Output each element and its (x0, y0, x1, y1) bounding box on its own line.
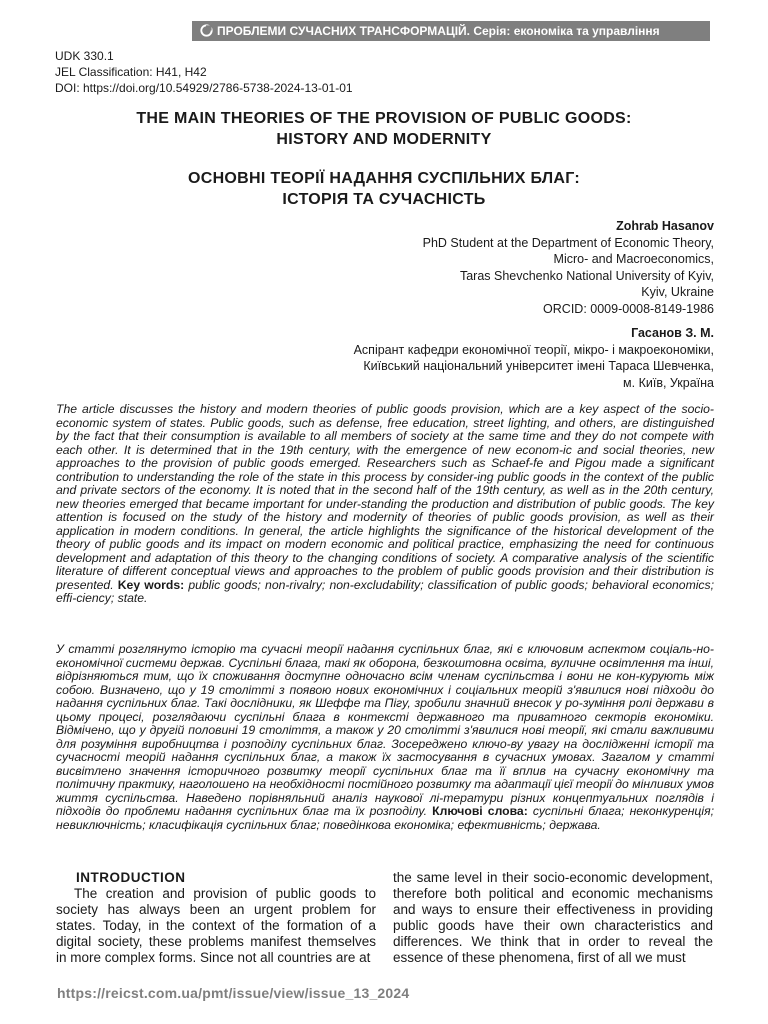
author-department-en: Micro- and Macroeconomics, (553, 252, 714, 266)
intro-paragraph-right: the same level in their socio-economic development, therefore both political and economic mechanisms and ways to ensure their effectiveness in providing public goods have their own characteristics and differences. We think that in order to reveal the essence of these phenomena, first of all we must (393, 870, 713, 965)
journal-name: ПРОБЛЕМИ СУЧАСНИХ ТРАНСФОРМАЦІЙ. (217, 24, 470, 38)
keywords-en: public goods; non-rivalry; non-excludability; classification of public goods; behavioral economics; effi-ciency; state. (56, 577, 714, 605)
journal-series (473, 24, 659, 38)
author-name-en: Zohrab Hasanov (616, 219, 714, 233)
body-right-column (393, 870, 713, 966)
abstract-english-text: The article discusses the history and modern theories of public goods provision, which are a key aspect of the socio-economic system of states. Public goods, such as defense, free education, street lighting, and others, are distinguished by the fact that their consumption is available to all members of society at the same time and they do not compete with each other. It is determined that in the 19th century, with the emergence of new econom-ic and social theories, new approaches to the provision of public goods emerged. Researchers such as Schaef-fe and Pigou made a significant contribution to understanding the role of the state in this process by consider-ing public goods in the context of the public and private sectors of the economy. It is noted that in the second half of the 19th century, as well as in the 20th century, new theories emerged that became important for under-standing the production and distribution of public goods. The key attention is focused on the study of the history and modernity of theories of public goods provision, as well as their application in modern conditions. In general, the article highlights the significance of the historical development of the theory of public goods and its impact on modern economic and political practice, emphasizing the need for continuous development and adaptation of this theory to the changing conditions of society. A comparative analysis of the scientific literature of different conceptual views and approaches to the problem of public goods provision and their distribution is presented. (56, 402, 714, 592)
udk-code: UDK 330.1 (55, 49, 114, 63)
journal-header-bar (192, 21, 710, 41)
author-position-en: PhD Student at the Department of Economic Theory, (422, 235, 714, 250)
article-meta (55, 48, 353, 96)
journal-logo-icon (200, 24, 213, 37)
title-english-line1: THE MAIN THEORIES OF THE PROVISION OF PUBLIC GOODS: (136, 110, 632, 127)
abstract-english (56, 403, 714, 606)
title-ukrainian-line2: ІСТОРІЯ ТА СУЧАСНІСТЬ (282, 191, 486, 208)
author-name-uk: Гасанов З. М. (631, 326, 714, 340)
keywords-label-uk: Ключові слова: (432, 804, 528, 818)
title-ukrainian-line1: ОСНОВНІ ТЕОРІЇ НАДАННЯ СУСПІЛЬНИХ БЛАГ: (187, 170, 581, 187)
doi-link[interactable]: DOI: https://doi.org/10.54929/2786-5738-2024-13-01-01 (55, 81, 353, 95)
keywords-uk: суспільні блага; неконкуренція; невиключність; класифікація суспільних благ; поведінкова економіка; ефективність; держава. (56, 804, 715, 832)
series-prefix: Серія: (473, 24, 511, 38)
author-english (423, 218, 714, 317)
author-ukrainian (354, 325, 714, 391)
title-ukrainian (55, 168, 713, 210)
series-name: економіка та управління (513, 24, 660, 38)
abstract-ukrainian-text: У статті розглянуто історію та сучасні теорії надання суспільних благ, які є ключовим аспектом соціаль-но-економічної системи держав. Суспільні блага, такі як оборона, безкоштовна освіта, вуличне освітлення та інші, відрізняються тим, що їх споживання доступне одночасно всім членам суспільства і вони не кон-курують між собою. Визначено, що у 19 столітті з появою нових економічних і соціальних теорій з'явилися нові підходи до надання суспільних благ. Такі дослідники, як Шеффе та Пігу, зробили значний внесок у ро-зуміння ролі держави в цьому процесі, розглядаючи суспільні блага в контексті державного та приватного секторів економіки. Відмічено, що у другій половині 19 століття, а також у 20 столітті з'явилися нові теорії, які стали важливими для розуміння виробництва і розподілу суспільних благ. Зосереджено ключо-ву увагу на дослідженні історії та сучасності теорій надання суспільних благ, а також їх застосування в сучасних умовах. Загалом у статті висвітлено значення історичного розвитку теорії суспільних благ та її вплив на сучасну економічну та політичну практику, наголошено на необхідності постійного розвитку та адаптації цієї теорії до мінливих умов життя суспільства. Наведено порівняльний аналіз наукової лі-тератури різних концептуальних поглядів і підходів до проблеми надання суспільних благ та їх розподілу. (56, 642, 714, 818)
title-english-line2: HISTORY AND MODERNITY (276, 131, 492, 148)
jel-classification: JEL Classification: H41, H42 (55, 65, 207, 79)
intro-paragraph-left: The creation and provision of public goods to society has always been an urgent problem for states. Today, in the context of the formation of a digital society, these problems manifest themselves in more complex forms. Since not all countries are at (56, 886, 376, 965)
author-orcid: ORCID: 0009-0008-8149-1986 (543, 301, 714, 316)
body-left-column (56, 870, 376, 966)
author-city-en: Kyiv, Ukraine (641, 285, 714, 299)
abstract-ukrainian (56, 643, 714, 832)
keywords-label-en: Key words: (117, 577, 185, 592)
introduction-heading: INTRODUCTION (76, 870, 186, 885)
title-english (55, 108, 713, 150)
author-university-en: Taras Shevchenko National University of Kyiv, (459, 268, 714, 283)
author-university-uk: Київський національний університет імені Тараса Шевченка, (363, 359, 714, 373)
footer-issue-url[interactable]: https://reicst.com.ua/pmt/issue/view/issue_13_2024 (57, 985, 410, 1001)
author-city-uk: м. Київ, Україна (623, 375, 714, 390)
author-position-uk: Аспірант кафедри економічної теорії, мікро- і макроекономіки, (353, 342, 714, 357)
